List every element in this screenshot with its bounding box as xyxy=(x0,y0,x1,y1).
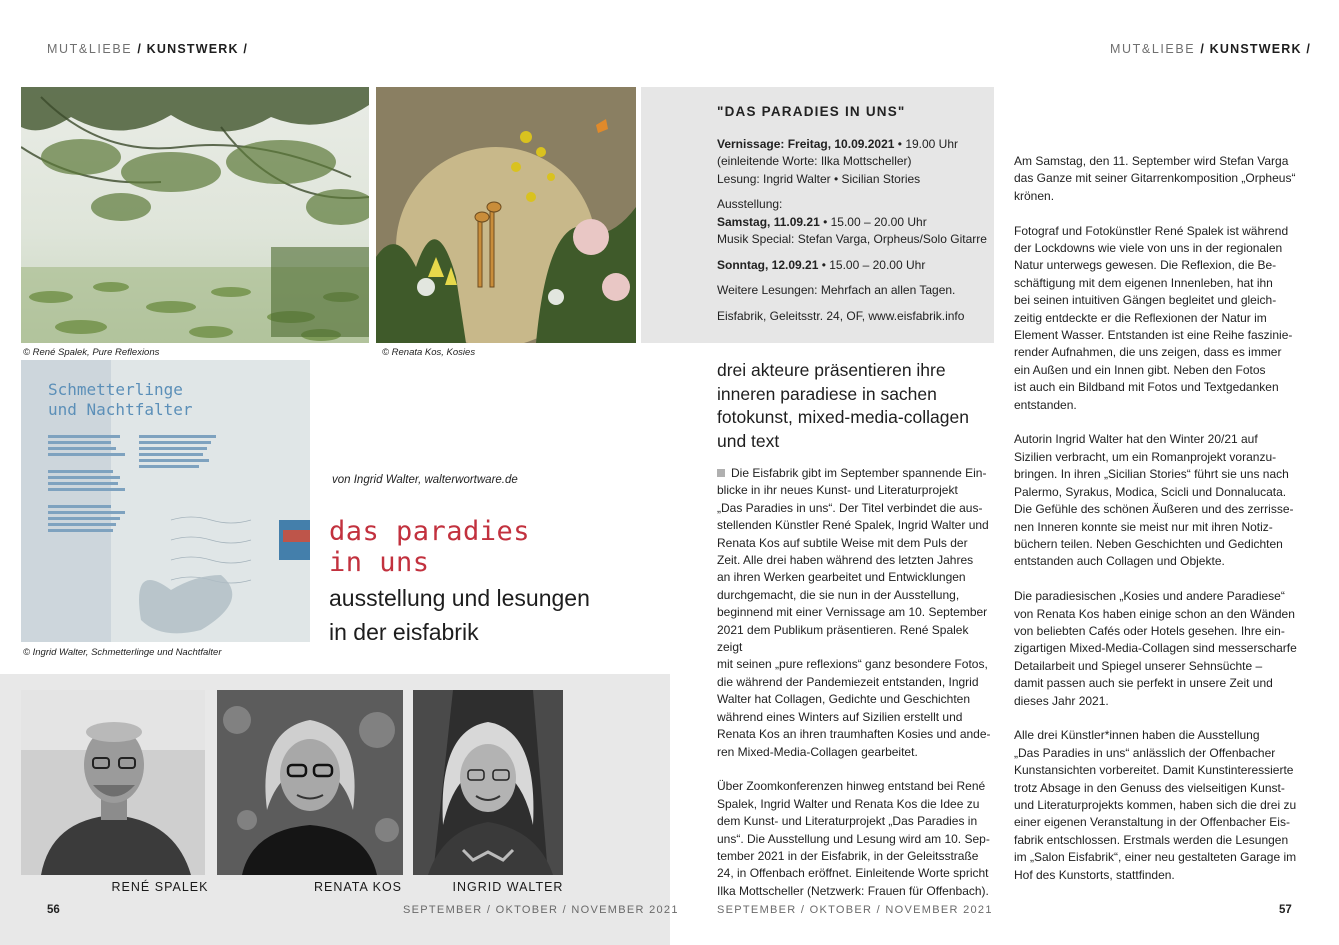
text-line: Spalek, Ingrid Walter und Renata Kos die Idee zu xyxy=(717,796,980,811)
text-line: damit passen auch sie perfekt in unsere Zeit und xyxy=(1014,676,1273,691)
text-line: von beliebten Cafés oder Hotels gesehen. Ihre ein- xyxy=(1014,623,1285,638)
byline: von Ingrid Walter, walterwortware.de xyxy=(332,474,518,486)
text-line: „Das Paradies in uns“ anlässlich der Offenbacher xyxy=(1014,745,1276,760)
text-line: blicke in ihr neues Kunst- und Literaturprojekt xyxy=(717,483,958,498)
text-line: beginnend mit einer Vernissage am 10. September xyxy=(717,605,988,620)
text-line: entstanden. xyxy=(1014,397,1077,412)
text-line: der Lockdowns wie viele von uns in der regionalen xyxy=(1014,241,1283,256)
col1-paragraph-2 xyxy=(717,778,997,900)
text-line: krönen. xyxy=(1014,188,1055,203)
text-line: Die Gefühle des schönen Äußeren und des zerrisse- xyxy=(1014,502,1294,517)
article-subtitle-line2: in der eisfabrik xyxy=(329,619,479,645)
poem-title-line2: und Nachtfalter xyxy=(48,400,193,419)
caption-photo1: © René Spalek, Pure Reflexions xyxy=(23,347,160,358)
footer-right: SEPTEMBER / OKTOBER / NOVEMBER 2021 xyxy=(717,904,993,916)
text-line: zigartigen Mixed-Media-Collagen sind messerscharfe xyxy=(1014,641,1297,656)
text-line: zeitig entdeckte er die Reflexionen der Natur im xyxy=(1014,310,1267,325)
text-line: „Das Paradies in uns“. Der Titel verbindet die aus- xyxy=(717,500,983,515)
text-line: ren Mixed-Media-Collagen gearbeitet. xyxy=(717,744,918,759)
info-heading: "DAS PARADIES IN UNS" xyxy=(717,104,906,119)
article-subtitle xyxy=(329,581,590,649)
text-line: entstanden auch Collagen und Objekte. xyxy=(1014,554,1225,569)
page-number-right: 57 xyxy=(1279,904,1292,916)
text-line: Fotograf und Fotokünstler René Spalek ist während xyxy=(1014,223,1289,238)
section-label-right: / KUNSTWERK / xyxy=(1200,42,1312,56)
article-title-line2: in uns xyxy=(329,547,430,578)
text-line: dem Kunst- und Literaturprojekt „Das Paradies in xyxy=(717,814,978,829)
text-line: und Literaturprojekts kommen, haben sich die drei zu xyxy=(1014,797,1297,812)
portrait-name-1: RENÉ SPALEK xyxy=(111,880,209,894)
subhead-line1: drei akteure präsentieren ihre xyxy=(717,360,946,380)
article-subtitle-line1: ausstellung und lesungen xyxy=(329,585,590,611)
portrait-name-3: INGRID WALTER xyxy=(452,880,564,894)
subhead-line3: fotokunst, mixed-media-collagen xyxy=(717,407,969,427)
photo-pure-reflexions xyxy=(21,87,369,343)
portrait-rene-spalek xyxy=(21,690,205,875)
text-line: mit seinen „pure reflexions“ ganz besondere Fotos, xyxy=(717,657,988,672)
text-line: uns“. Die Ausstellung und Lesung wird am 10. Sep- xyxy=(717,831,990,846)
text-line: Am Samstag, den 11. September wird Stefan Varga xyxy=(1014,154,1289,168)
col2-paragraph-2 xyxy=(1014,223,1304,414)
photo-kosies xyxy=(376,87,636,343)
vernissage-intro: (einleitende Worte: Ilka Mottscheller) xyxy=(717,154,912,168)
text-line: Ilka Mottscheller (Netzwerk: Frauen für Offenbach). xyxy=(717,883,989,898)
poem-text-block-1 xyxy=(48,432,138,535)
brand-label-right: MUT&LIEBE xyxy=(1110,42,1196,56)
caption-photo3: © Ingrid Walter, Schmetterlinge und Nachtfalter xyxy=(23,647,222,658)
body-column-2 xyxy=(1014,153,1304,901)
text-line: Alle drei Künstler*innen haben die Ausstellung xyxy=(1014,728,1260,743)
text-line: Natur unterwegs gewesen. Die Reflexion, die Be- xyxy=(1014,258,1277,273)
portrait-ingrid-walter xyxy=(413,690,563,875)
text-line: ist auch ein Bildband mit Fotos und Textgedanken xyxy=(1014,380,1279,395)
poem-title-line1: Schmetterlinge xyxy=(48,380,183,399)
text-line: Kunstansichten vorbereitet. Damit Kunstinteressierte xyxy=(1014,763,1294,778)
section-label: / KUNSTWERK / xyxy=(137,42,249,56)
portrait-name-2: RENATA KOS xyxy=(313,880,403,894)
footer-left: SEPTEMBER / OKTOBER / NOVEMBER 2021 xyxy=(403,904,679,916)
text-line: ein Außen und ein Innen gibt. Neben den Fotos xyxy=(1014,362,1266,377)
text-line: Über Zoomkonferenzen hinweg entstand bei René xyxy=(717,779,986,794)
samstag-time: • 15.00 – 20.00 Uhr xyxy=(819,214,927,229)
text-line: Element Wasser. Entstanden ist eine Reihe faszinie- xyxy=(1014,328,1293,343)
text-line: die während der Pandemiezeit entstanden, Ingrid xyxy=(717,674,979,689)
portrait-renata-kos xyxy=(217,690,403,875)
text-line: einer eigenen Veranstaltung in der Offenbacher Eis- xyxy=(1014,815,1290,830)
body-column-1 xyxy=(717,465,997,918)
text-line: schäftigung mit dem eigenen Innenleben, hat ihn xyxy=(1014,275,1273,290)
article-title-line1: das paradies xyxy=(329,516,531,547)
text-line: durchgemacht, die sie nun in der Ausstellung, xyxy=(717,587,960,602)
text-line: 2021 dem Publikum präsentieren. René Spalek zeigt xyxy=(717,622,969,655)
text-line: Die paradiesischen „Kosies und andere Paradiese“ xyxy=(1014,589,1285,604)
subhead-line2: inneren paradiese in sachen xyxy=(717,383,937,404)
event-info-box xyxy=(641,87,994,343)
text-line: tember 2021 in der Eisfabrik, in der Geleitsstraße xyxy=(717,848,979,863)
text-line: Hof des Kunstorts, stattfinden. xyxy=(1014,867,1175,882)
text-line: Detailarbeit und Spiegel unserer Sehnsüchte – xyxy=(1014,658,1263,673)
text-line: fabrik entschlossen. Erstmals werden die Lesungen xyxy=(1014,832,1289,847)
info-weitere: Weitere Lesungen: Mehrfach an allen Tagen. xyxy=(717,283,956,297)
info-vernissage xyxy=(717,136,987,154)
brand-label: MUT&LIEBE xyxy=(47,42,133,56)
text-line: im „Salon Eisfabrik“, einer neu gestalteten Garage im xyxy=(1014,850,1297,865)
article-subhead xyxy=(717,359,997,453)
subhead-line4: und text xyxy=(717,430,780,451)
text-line: render Aufnahmen, die uns zeigen, dass es immer xyxy=(1014,345,1282,360)
vernissage-reading: Lesung: Ingrid Walter • Sicilian Stories xyxy=(717,171,921,186)
col2-paragraph-5 xyxy=(1014,727,1304,884)
poem-title xyxy=(48,380,193,420)
text-line: an ihren Werken gearbeitet und Entwicklungen xyxy=(717,570,966,585)
info-address: Eisfabrik, Geleitsstr. 24, OF, www.eisfabrik.info xyxy=(717,308,965,323)
article-title xyxy=(329,516,530,578)
text-line: bringen. In ihren „Sicilian Stories“ führt sie uns nach xyxy=(1014,467,1289,482)
text-line: nen Inneren konnte sie meist nur mit ihren Notiz- xyxy=(1014,519,1273,534)
page-number-left: 56 xyxy=(47,904,60,916)
running-head-left xyxy=(47,42,248,56)
sonntag-time: • 15.00 – 20.00 Uhr xyxy=(818,257,926,272)
running-head-right xyxy=(1110,42,1311,56)
col2-paragraph-3 xyxy=(1014,431,1304,570)
paragraph-marker-icon xyxy=(717,469,725,477)
text-line: stellenden Künstler René Spalek, Ingrid Walter und xyxy=(717,518,989,533)
text-line: trotz Absage in den Genuss des vielseitigen Kunst- xyxy=(1014,780,1285,795)
col2-paragraph-4 xyxy=(1014,588,1304,710)
text-line: 24, in Offenbach eröffnet. Einleitende Worte spricht xyxy=(717,866,989,881)
poem-text-block-2 xyxy=(139,432,224,471)
text-line: von Renata Kos haben einige schon an den Wänden xyxy=(1014,606,1295,621)
vernissage-label: Vernissage: Freitag, 10.09.2021 xyxy=(717,136,895,151)
text-line: Renata Kos an ihren traumhaften Kosies und ande- xyxy=(717,727,991,742)
text-line: während eines Winters auf Sizilien erstellt und xyxy=(717,709,963,724)
text-line: büchern teilen. Neben Geschichten und Gedichten xyxy=(1014,536,1283,551)
info-samstag xyxy=(717,214,987,232)
info-sonntag xyxy=(717,257,987,275)
photo-schmetterlinge xyxy=(21,360,310,642)
text-line: Autorin Ingrid Walter hat den Winter 20/21 auf xyxy=(1014,432,1258,447)
samstag-music: Musik Special: Stefan Varga, Orpheus/Solo Gitarre xyxy=(717,232,987,246)
text-line: bei seinen intuitiven Gängen begleitet und gleich- xyxy=(1014,293,1277,308)
text-line: Walter hat Collagen, Gedichte und Geschichten xyxy=(717,692,971,707)
text-line: Zeit. Alle drei haben während des letzten Jahres xyxy=(717,553,974,568)
ausstellung-label: Ausstellung: xyxy=(717,197,783,211)
col2-paragraph-1 xyxy=(1014,153,1304,205)
text-line: Sizilien verbracht, um ein Romanprojekt voranzu- xyxy=(1014,449,1277,464)
col1-paragraph-1 xyxy=(717,465,997,761)
text-line: das Ganze mit seiner Gitarrenkomposition „Orpheus“ xyxy=(1014,171,1296,186)
text-line: Die Eisfabrik gibt im September spannende Ein- xyxy=(731,466,987,480)
sonntag-label: Sonntag, 12.09.21 xyxy=(717,257,819,272)
vernissage-time: • 19.00 Uhr xyxy=(894,136,959,151)
text-line: Renata Kos auf subtile Weise mit dem Puls der xyxy=(717,535,968,550)
caption-photo2: © Renata Kos, Kosies xyxy=(382,347,476,358)
text-line: dieses Jahr 2021. xyxy=(1014,693,1109,708)
samstag-label: Samstag, 11.09.21 xyxy=(717,214,820,229)
text-line: Palermo, Syrakus, Modica, Scicli und Donnalucata. xyxy=(1014,484,1287,499)
